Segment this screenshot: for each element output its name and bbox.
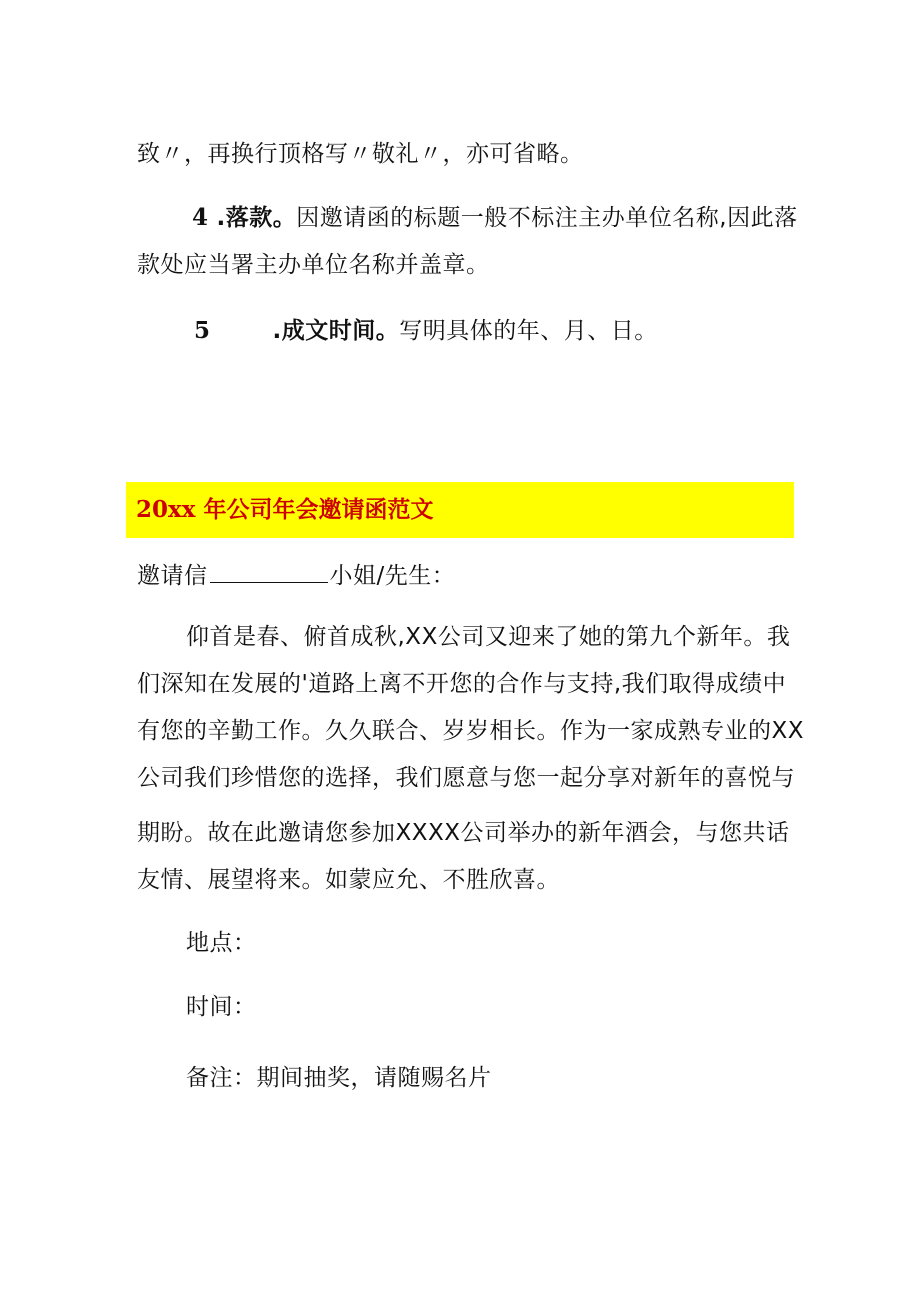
salutation-line (137, 553, 455, 599)
section-title-text: 年公司年会邀请函范文 (203, 497, 434, 523)
body-line-4: 公司我们珍惜您的选择，我们愿意与您一起分享对新年的喜悦与 (137, 765, 795, 791)
item-5-line (194, 308, 658, 354)
section-title-year: 20xx (136, 496, 196, 523)
item-4-heading: .落款。 (216, 205, 297, 231)
item-5-number: 5 (194, 317, 211, 344)
section-heading-highlight (126, 482, 794, 538)
body-line-6: 友情、展望将来。如蒙应允、不胜欣喜。 (137, 867, 560, 893)
body-line-1: 仰首是春、俯首成秋,XX公司又迎来了她的第九个新年。我 (186, 624, 791, 650)
body-line-2: 们深知在发展的'道路上离不开您的合作与支持,我们取得成绩中 (137, 671, 787, 697)
item-4-line-1 (192, 195, 798, 241)
name-blank (210, 560, 328, 583)
location-label: 地点： (186, 930, 257, 956)
item-4-text-1: 因邀请函的标题一般不标注主办单位名称,因此落 (296, 205, 798, 231)
section-title (136, 487, 433, 533)
body-line-5: 期盼。故在此邀请您参加XXXX公司举办的新年酒会，与您共话 (137, 820, 790, 846)
body-line-3: 有您的辛勤工作。久久联合、岁岁相长。作为一家成熟专业的XX (137, 718, 805, 744)
note-line: 备注：期间抽奖，请随赐名片 (186, 1065, 492, 1091)
item-4-number: 4 (192, 204, 209, 231)
item-5-heading: .成文时间。 (272, 318, 400, 344)
salutation-suffix: 小姐/先生： (329, 563, 456, 589)
item-4-line-2: 款处应当署主办单位名称并盖章。 (137, 252, 490, 278)
salutation-prefix: 邀请信 (137, 563, 208, 589)
continuation-line: 致〃，再换行顶格写〃敬礼〃，亦可省略。 (137, 141, 584, 167)
time-label: 时间： (186, 994, 257, 1020)
item-5-text: 写明具体的年、月、日。 (399, 318, 658, 344)
